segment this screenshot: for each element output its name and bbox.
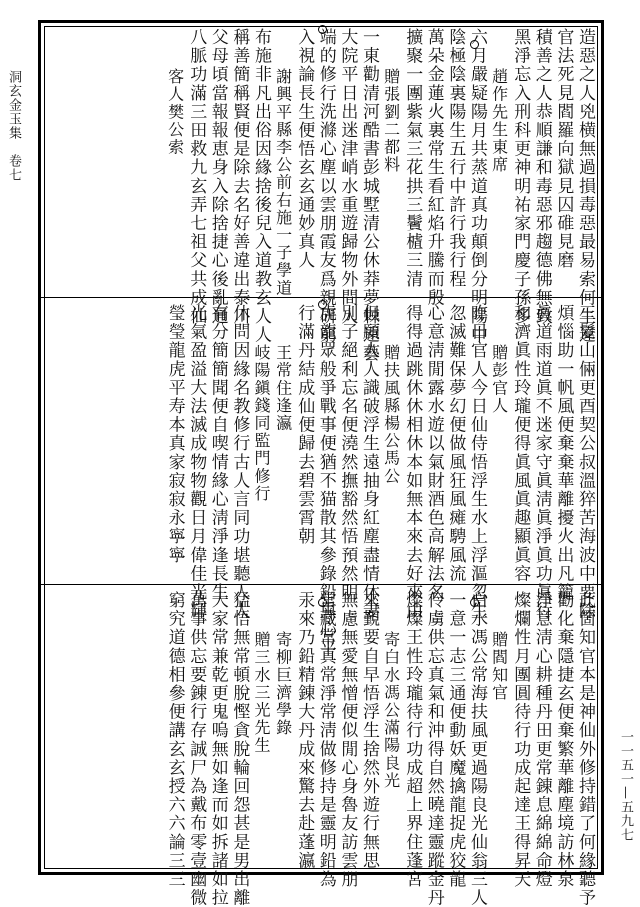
text-column: 無慮無愛無憎便似閒心身魯友訪雲朋: [337, 591, 358, 889]
text-column: 父母頃當報報恵身入除捨捷心後亂通: [207, 28, 228, 326]
text-column: 但願人人識破浮生遠抽身紅塵盡情休妻: [359, 304, 379, 621]
text-column: 眞道雨道眞不迷家守眞淸眞淨眞功眞行: [531, 304, 552, 621]
poem-title-column: 客人樊公索: [165, 68, 185, 156]
poem-title-column: 贈三水三光先生: [252, 631, 271, 755]
text-column: 和濟眞性玲瓏便得眞風眞趣顯眞容: [510, 304, 531, 583]
text-column: 八脈功滿三田救九玄弄七祖父共成仙: [186, 28, 207, 326]
text-column: 別子絕利忘名便澆然撫豁然悟預然明: [337, 304, 358, 602]
text-column: 煩惱助一帆風便棄棄華離擾火出凡籠: [553, 304, 574, 602]
text-column: 燦燦王性玲瓏待行功成超上界住蓬宮: [402, 591, 423, 889]
text-column: 陰極陰裏陽生五行中許行我行程: [445, 28, 466, 289]
text-column: 一意一志三通便動妖魔擒龍捉虎狡龍: [445, 591, 466, 889]
text-column: 擴聚一團紫氣三花拱三鬢樝三清: [402, 28, 423, 289]
text-column: 官法死見閻羅向獄見囚碓見磨: [553, 28, 574, 270]
poem-title-column: 岐陽鎭錢同監門修行: [252, 344, 271, 503]
poem-title-column: 贈張劉二都料: [381, 68, 401, 174]
poem-title-column: 謝興平縣李公前右施一子學道: [273, 68, 293, 297]
poem-title-column: 贈扶風縣楊公馬公: [381, 344, 401, 485]
text-column: 休問因緣名教修行古人言同功堪聽人人: [229, 304, 250, 621]
poem-title-column: 王常住逢瀛: [273, 344, 293, 432]
text-column: 有分簡簡聞便自喫情緣心淸淨逢長生: [207, 304, 228, 602]
text-column: 常藏常真常淨常淸做修持是靈明鉛為: [315, 591, 336, 889]
section-circle-mark: [470, 598, 479, 607]
text-column: 入視論長生便悟玄玄通妙真人: [294, 28, 315, 270]
text-column: 此箇知官本是神仙外修持錯了何緣聽予: [575, 591, 595, 907]
text-column: 布施非凡出俗因緣捨後兒入道教玄人人: [251, 28, 271, 345]
text-column: 勸化棄隱捷玄便棄繁華離塵境訪林泉: [553, 591, 574, 889]
text-column: 大院平日出迷津峭水重遊歸物外間人: [337, 28, 358, 326]
text-column: 得得過跳休休相休本如無本來去好來由: [402, 304, 423, 621]
poem-title-column: 寄白水馮公滿陽良光: [381, 631, 401, 790]
book-title-margin: 洞玄金玉集 卷七: [6, 70, 21, 182]
text-column: 六月嚴疑陽月共蒸道真功顛倒分明陽中: [467, 28, 487, 345]
poem-title-column: 寄柳巨濟學錄: [273, 631, 293, 737]
text-column: 行滿丹結成仙便歸去碧雲霄朝: [294, 304, 315, 546]
text-column: 黑淨忘入刑科更神明祐家門慶子孫多: [510, 28, 531, 326]
text-column: 積善之人恭順謙和毒惡邪趨德佛無致: [531, 28, 552, 326]
text-column: 來覲要自早悟浮生捨然外遊行無思: [359, 591, 379, 870]
text-column: 虎龍眾般爭戰事便猶不猫散其參錄鉛熏心平: [315, 304, 336, 658]
text-column: 光氣盈溢大法滅成物物觀日月偉佳光輝: [186, 304, 207, 621]
text-column: 造惡之人兇横無過損毒惡最易索何生違: [575, 28, 595, 345]
text-column: 昨日官人今日仙侍悟浮生水上浮漚忽生: [467, 304, 487, 621]
text-column: 瑩瑩龍虎平寿本真家寂寂永寧寧: [164, 304, 185, 565]
text-column: 萬事供忘要錬行存誠尸為戴布零壹幽微: [186, 591, 207, 907]
text-column: 稱善簡稱賢便是除去名好善違出泰川: [229, 28, 250, 326]
text-column: 一東勸清河酷書彭城墅清公休莽夢棘遠藝: [359, 28, 379, 363]
text-column: 白水馮公常海扶風更過陽良光仙翁三人: [467, 591, 487, 907]
page-number-margin: 一一五一—五九七: [618, 730, 633, 842]
poem-title-column: 贈彭官人: [489, 344, 509, 415]
text-column: 猛悟無常頓脫慳貪脫輪回怨甚是男出離: [229, 591, 250, 907]
section-circle-mark: [318, 25, 327, 34]
text-column: 忽滅難保夢幻便做風狂風瘫騁風流: [445, 304, 466, 583]
text-column: 萬朵金蓮火裏常生看紅焰升騰而殷: [423, 28, 444, 307]
text-column: 大家常兼乾更鬼嗚無如逢而如拆諸如拉: [207, 591, 228, 907]
text-column: 汞來乃鉛精錬大丹成來驚去赴蓬瀛: [294, 591, 315, 870]
text-column: 伶虜供忘真氣和沖得自然曉達靈蹤金丹: [423, 591, 444, 907]
poem-title-column: 趙作先生東席: [489, 68, 509, 174]
section-circle-mark: [470, 40, 479, 49]
section-circle-mark: [318, 300, 327, 309]
text-column: 窮究道德相參便講玄玄授六六論三三: [164, 591, 185, 889]
section-circle-mark: [318, 598, 327, 607]
text-column: 三髮山倆更酉契公叔溫猝苦海波中要除: [575, 304, 595, 621]
text-column: 淨意淸心耕種丹田更常錬息綿綿命燈: [531, 591, 552, 889]
text-column: 心意淸閒露水遊以氣財酒色高解法名: [423, 304, 444, 602]
text-column: 端的修行洗滌心塵以雲朋霞友爲親研窮: [315, 28, 336, 345]
text-column: 燦爛性月團圓待行功成起達王得昇天: [510, 591, 531, 889]
poem-title-column: 贈閻知官: [489, 631, 509, 702]
